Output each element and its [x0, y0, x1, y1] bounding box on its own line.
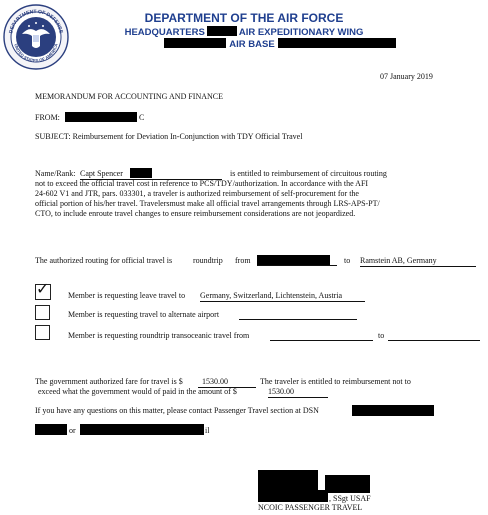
redaction-name [130, 168, 152, 178]
contact-tail: il [205, 426, 210, 435]
contact-or: or [69, 426, 76, 435]
option-transoceanic-to-label: to [378, 331, 385, 340]
fare-amount2: 1530.00 [268, 387, 294, 396]
fare-line2-prefix: exceed what the government would of paid in the amount of $ [38, 387, 237, 396]
redaction-from [65, 112, 137, 122]
option-transoceanic-label: Member is requesting roundtrip transoceanic travel from [68, 331, 250, 340]
redaction-routing-from [257, 255, 330, 265]
name-rank-value: Capt Spencer [80, 169, 123, 178]
header-hq-prefix: HEADQUARTERS [124, 27, 205, 38]
fare-line1-prefix: The government authorized fare for travel is $ [35, 377, 183, 386]
routing-from-line [257, 265, 337, 266]
routing-label: The authorized routing for official travel is [35, 256, 173, 265]
redaction-signature [258, 470, 318, 490]
redaction-dsn [352, 405, 434, 416]
routing-to-field [360, 256, 476, 267]
alternate-airport-checkbox[interactable] [35, 305, 50, 320]
subject-line: SUBJECT: Reimbursement for Deviation In-Conjunction with TDY Official Travel [35, 132, 303, 141]
redaction-signer-name [258, 490, 328, 502]
routing-to-label: to [344, 256, 351, 265]
seal-bottom-text: UNITED STATES OF AMERICA [13, 43, 59, 64]
seal-top-text: DEPARTMENT OF DEFENSE [8, 8, 64, 35]
fare-amount2-field [268, 387, 328, 398]
header-headquarters [0, 26, 488, 38]
routing-from-label: from [235, 256, 251, 265]
redaction-signature-2 [325, 475, 370, 493]
redaction-email [80, 424, 204, 435]
redaction-phone [35, 424, 67, 435]
from-suffix: C [139, 113, 145, 122]
option-airport-label: Member is requesting travel to alternate airport [68, 310, 220, 319]
routing-to-value: Ramstein AB, Germany [360, 256, 437, 265]
memo-date: 07 January 2019 [380, 72, 433, 81]
signature-rank: , SSgt USAF [329, 494, 371, 503]
para1-line2: not to exceed the official travel cost in reference to PCS/TDY/authorization. In accordance with the AFI [35, 179, 369, 188]
option-transoceanic-from-line [270, 340, 373, 341]
routing-type: roundtrip [193, 256, 223, 265]
header-department: DEPARTMENT OF THE AIR FORCE [144, 11, 344, 25]
contact-line: If you have any questions on this matter, please contact Passenger Travel section at DSN [35, 406, 319, 415]
from-label: FROM: [35, 113, 60, 122]
header-air-base-text: AIR BASE [229, 39, 275, 50]
memo-for-line: MEMORANDUM FOR ACCOUNTING AND FINANCE [35, 92, 224, 101]
redaction-base [164, 38, 226, 48]
para1-line1-tail: is entitled to reimbursement of circuitous routing [230, 169, 387, 178]
option-leave-value: Germany, Switzerland, Lichtenstein, Austria [200, 291, 343, 300]
para1-line3: 24-602 V1 and JTR, pars. 033301, a traveler is authorized reimbursement of self-procurement for the [35, 189, 359, 198]
header-hq-suffix: AIR EXPEDITIONARY WING [238, 27, 364, 38]
header-air-base [72, 38, 488, 50]
para1-line4: official portion of his/her travel. Travelersmust make all official travel arrangements through LRS-APS-PT/ [35, 199, 380, 208]
option-leave-label: Member is requesting leave travel to [68, 291, 186, 300]
para1-line5: CTO, to include enroute travel changes to ensure reimbursement considerations are not jeopardized. [35, 209, 356, 218]
name-rank-label: Name/Rank: [35, 169, 76, 178]
leave-travel-checkbox[interactable] [35, 279, 51, 300]
redaction-hq [207, 26, 237, 36]
fare-amount1: 1530.00 [202, 377, 228, 386]
transoceanic-checkbox[interactable] [35, 325, 50, 340]
option-airport-line [239, 319, 357, 320]
option-leave-field [200, 291, 365, 302]
redaction-base-2 [278, 38, 396, 48]
fare-line1-tail: The traveler is entitled to reimbursement not to [260, 377, 411, 386]
signature-title: NCOIC PASSENGER TRAVEL [258, 503, 363, 512]
option-transoceanic-to-line [388, 340, 480, 341]
checkmark-icon: ✓ [36, 279, 50, 298]
